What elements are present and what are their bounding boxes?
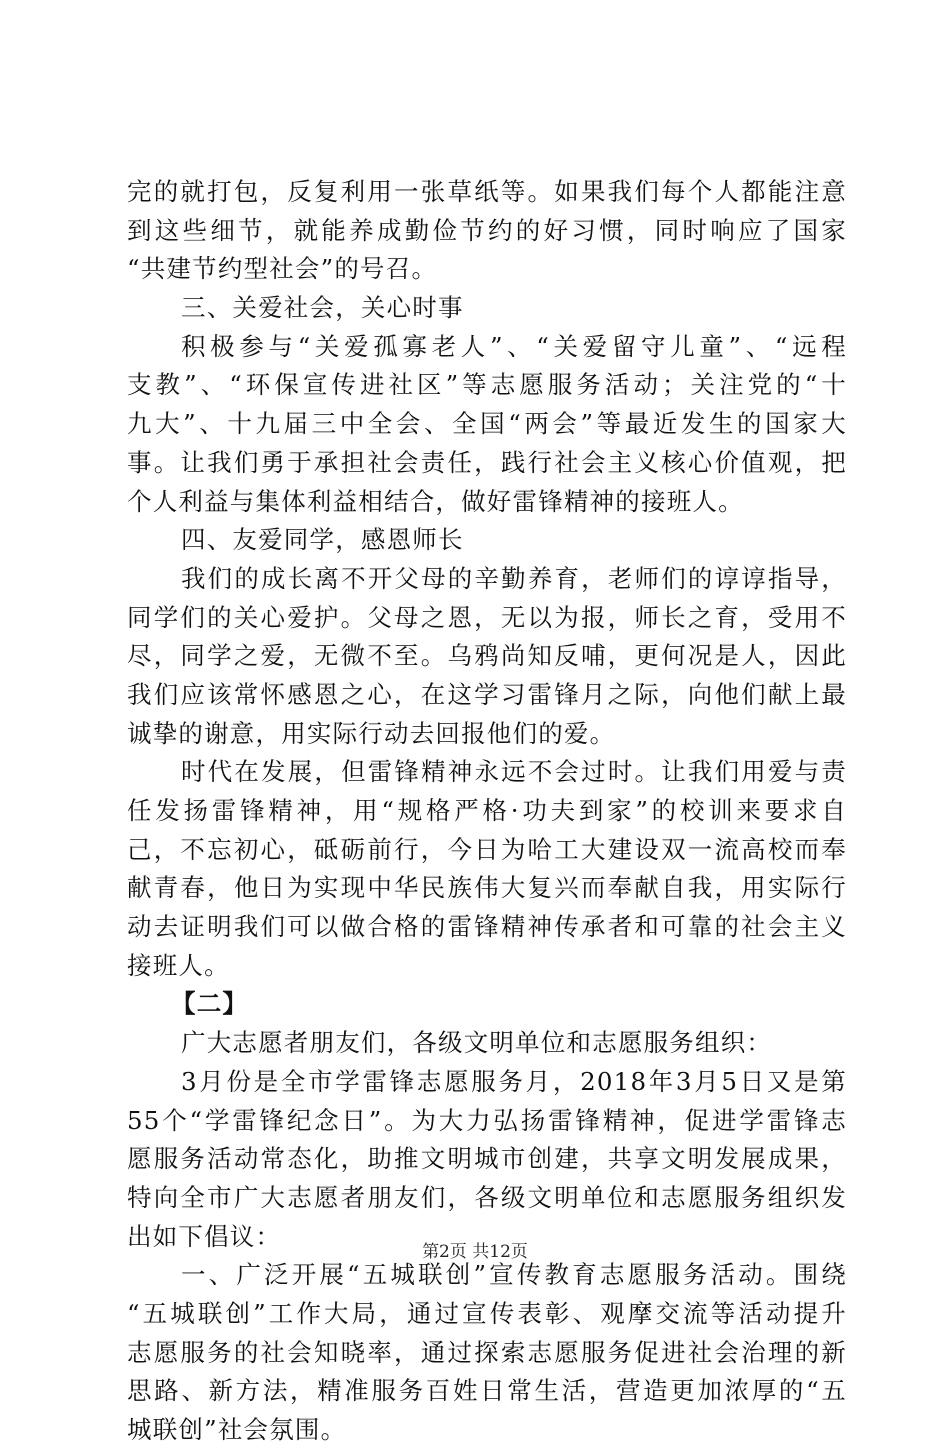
text-line: 一、广泛开展“五城联创”宣传教育志愿服务活动。围绕 — [181, 1260, 847, 1290]
text-line: 时代在发展，但雷锋精神永远不会过时。让我们用爱与责 — [181, 757, 847, 787]
text-line: 出如下倡议： — [127, 1221, 282, 1251]
page-footer: 第2页 共12页 — [422, 1242, 528, 1262]
text-line: 特向全市广大志愿者朋友们，各级文明单位和志愿服务组织发 — [127, 1182, 847, 1212]
text-line: 我们的成长离不开父母的辛勤养育，老师们的谆谆指导， — [181, 563, 847, 593]
text-line: 55个“学雷锋纪念日”。为大力弘扬雷锋精神，促进学雷锋志 — [127, 1105, 847, 1135]
text-line: 尽，同学之爱，无微不至。乌鸦尚知反哺，更何况是人，因此 — [127, 641, 847, 671]
text-line: 积极参与“关爱孤寡老人”、“关爱留守儿童”、“远程 — [181, 331, 847, 361]
part-heading: 【二】 — [171, 989, 249, 1019]
text-line: 思路、新方法，精准服务百姓日常生活，营造更加浓厚的“五 — [127, 1376, 847, 1406]
text-line: 事。让我们勇于承担社会责任，践行社会主义核心价值观，把 — [127, 447, 847, 477]
text-line: 接班人。 — [127, 950, 230, 980]
text-line: 3月份是全市学雷锋志愿服务月，2018年3月5日又是第 — [181, 1066, 847, 1096]
text-line: 己，不忘初心，砥砺前行，今日为哈工大建设双一流高校而奉 — [127, 834, 847, 864]
text-line: 诚挚的谢意，用实际行动去回报他们的爱。 — [127, 718, 616, 748]
text-line: 任发扬雷锋精神，用“规格严格·功夫到家”的校训来要求自 — [127, 796, 847, 825]
text-line: 个人利益与集体利益相结合，做好雷锋精神的接班人。 — [127, 486, 744, 516]
section-heading: 三、关爱社会，关心时事 — [181, 293, 464, 323]
text-line: 志愿服务的社会知晓率，通过探索志愿服务促进社会治理的新 — [127, 1337, 847, 1367]
text-line: 愿服务活动常态化，助推文明城市创建，共享文明发展成果， — [127, 1144, 847, 1174]
text-line: 献青春，他日为实现中华民族伟大复兴而奉献自我，用实际行 — [127, 873, 847, 903]
text-line: 到这些细节，就能养成勤俭节约的好习惯，同时响应了国家 — [127, 215, 847, 245]
text-line: 同学们的关心爱护。父母之恩，无以为报，师长之育，受用不 — [127, 602, 847, 632]
text-line: 完的就打包，反复利用一张草纸等。如果我们每个人都能注意 — [127, 177, 847, 206]
salutation-line: 广大志愿者朋友们，各级文明单位和志愿服务组织： — [181, 1028, 773, 1058]
text-line: “五城联创”工作大局，通过宣传表彰、观摩交流等活动提升 — [127, 1298, 847, 1328]
text-line: 动去证明我们可以做合格的雷锋精神传承者和可靠的社会主义 — [127, 912, 847, 942]
text-line: 我们应该常怀感恩之心，在这学习雷锋月之际，向他们献上最 — [127, 679, 847, 709]
text-line: “共建节约型社会”的号召。 — [127, 254, 438, 284]
text-line: 支教”、“环保宣传进社区”等志愿服务活动；关注党的“十 — [127, 370, 847, 400]
text-line: 城联创”社会氛围。 — [127, 1415, 347, 1444]
text-line: 九大”、十九届三中全会、全国“两会”等最近发生的国家大 — [127, 409, 847, 439]
section-heading: 四、友爱同学，感恩师长 — [181, 525, 464, 555]
